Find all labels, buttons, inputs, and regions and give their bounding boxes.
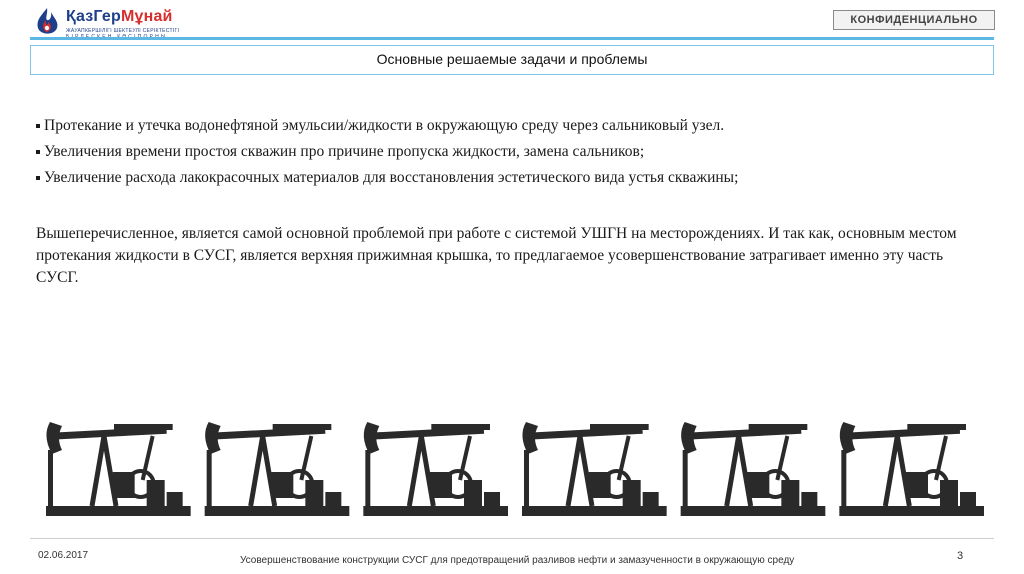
summary-paragraph: Вышеперечисленное, является самой основной проблемой при работе с системой УШГН на месторождениях. И так как, основным местом протекания жидкости в СУСГ, является верхняя прижимная крышка, то предлагаемое усовершенствование затрагивает именно эту часть СУСГ. xyxy=(36,225,957,286)
pumpjack-sign xyxy=(907,424,966,430)
pumpjack-base xyxy=(205,506,350,516)
pumpjack-wellhead xyxy=(48,450,53,506)
pumpjack-icon xyxy=(839,422,984,516)
pumpjack-gearbox xyxy=(781,480,799,506)
pumpjack-wellhead xyxy=(841,450,846,506)
pumpjack-base xyxy=(839,506,984,516)
pumpjack-icon xyxy=(205,422,350,516)
pumpjack-gearbox xyxy=(147,480,165,506)
footer-divider xyxy=(30,538,994,539)
confidential-badge: КОНФИДЕНЦИАЛЬНО xyxy=(833,10,995,30)
pumpjack-base xyxy=(363,506,508,516)
pumpjack-counterweight xyxy=(113,472,135,498)
footer-date: 02.06.2017 xyxy=(38,550,89,561)
pumpjack-sign xyxy=(273,424,332,430)
pumpjack-frame xyxy=(568,436,592,506)
problem-list-item: Протекание и утечка водонефтяной эмульсии/жидкости в окружающую среду через сальниковый узел. xyxy=(36,113,996,139)
title-bar xyxy=(30,45,994,75)
pumpjack-frame xyxy=(885,436,909,506)
pumpjack-counterweight xyxy=(747,472,769,498)
pumpjack-sign xyxy=(590,424,649,430)
pumpjack-base xyxy=(681,506,826,516)
pumpjack-counterweight xyxy=(430,472,452,498)
pumpjack-motor xyxy=(167,492,183,506)
problem-list-item: Увеличение расхода лакокрасочных материалов для восстановления эстетического вида устья скважины; xyxy=(36,165,996,191)
pumpjack-row-illustration xyxy=(44,410,996,528)
pumpjack-wellhead xyxy=(207,450,212,506)
pumpjack-frame xyxy=(409,436,433,506)
pumpjack-icon xyxy=(681,422,826,516)
pumpjack-gearbox xyxy=(464,480,482,506)
pumpjack-motor xyxy=(484,492,500,506)
pumpjack-sign xyxy=(749,424,808,430)
pumpjack-base xyxy=(46,506,191,516)
problem-list-item: Увеличения времени простоя скважин про причине пропуска жидкости, замена сальников; xyxy=(36,139,996,165)
pumpjack-motor xyxy=(801,492,817,506)
pumpjacks xyxy=(46,422,984,516)
pumpjack-motor xyxy=(960,492,976,506)
header-divider xyxy=(30,37,994,40)
pumpjack-motor xyxy=(325,492,341,506)
pumpjack-counterweight xyxy=(589,472,611,498)
pumpjack-icon xyxy=(363,422,508,516)
pumpjack-frame xyxy=(92,436,116,506)
pumpjack-icon xyxy=(46,422,191,516)
pumpjack-frame xyxy=(251,436,275,506)
pumpjack-frame xyxy=(727,436,751,506)
pumpjack-base xyxy=(522,506,667,516)
pumpjack-sign xyxy=(114,424,173,430)
pumpjack-counterweight xyxy=(906,472,928,498)
slide-title: Основные решаемые задачи и проблемы xyxy=(376,51,648,67)
pumpjack-icon xyxy=(522,422,667,516)
flame-logo-icon xyxy=(32,6,62,38)
logo-subtitle-1: ЖАУАПКЕРШІЛІГІ ШЕКТЕУЛІ СЕРІКТЕСТІГІ xyxy=(66,28,180,34)
pumpjack-motor xyxy=(643,492,659,506)
pumpjack-gearbox xyxy=(305,480,323,506)
pumpjack-wellhead xyxy=(365,450,370,506)
footer-caption: Усовершенствование конструкции СУСГ для предотвращений разливов нефти и замазученности в окружающую среду xyxy=(240,555,795,566)
logo-name: ҚазГерМұнай xyxy=(66,8,173,25)
problem-list xyxy=(36,113,996,191)
pumpjack-wellhead xyxy=(683,450,688,506)
pumpjack-gearbox xyxy=(623,480,641,506)
pumpjack-gearbox xyxy=(940,480,958,506)
page-number: 3 xyxy=(957,550,964,562)
pumpjack-wellhead xyxy=(524,450,529,506)
pumpjack-counterweight xyxy=(271,472,293,498)
pumpjack-sign xyxy=(431,424,490,430)
